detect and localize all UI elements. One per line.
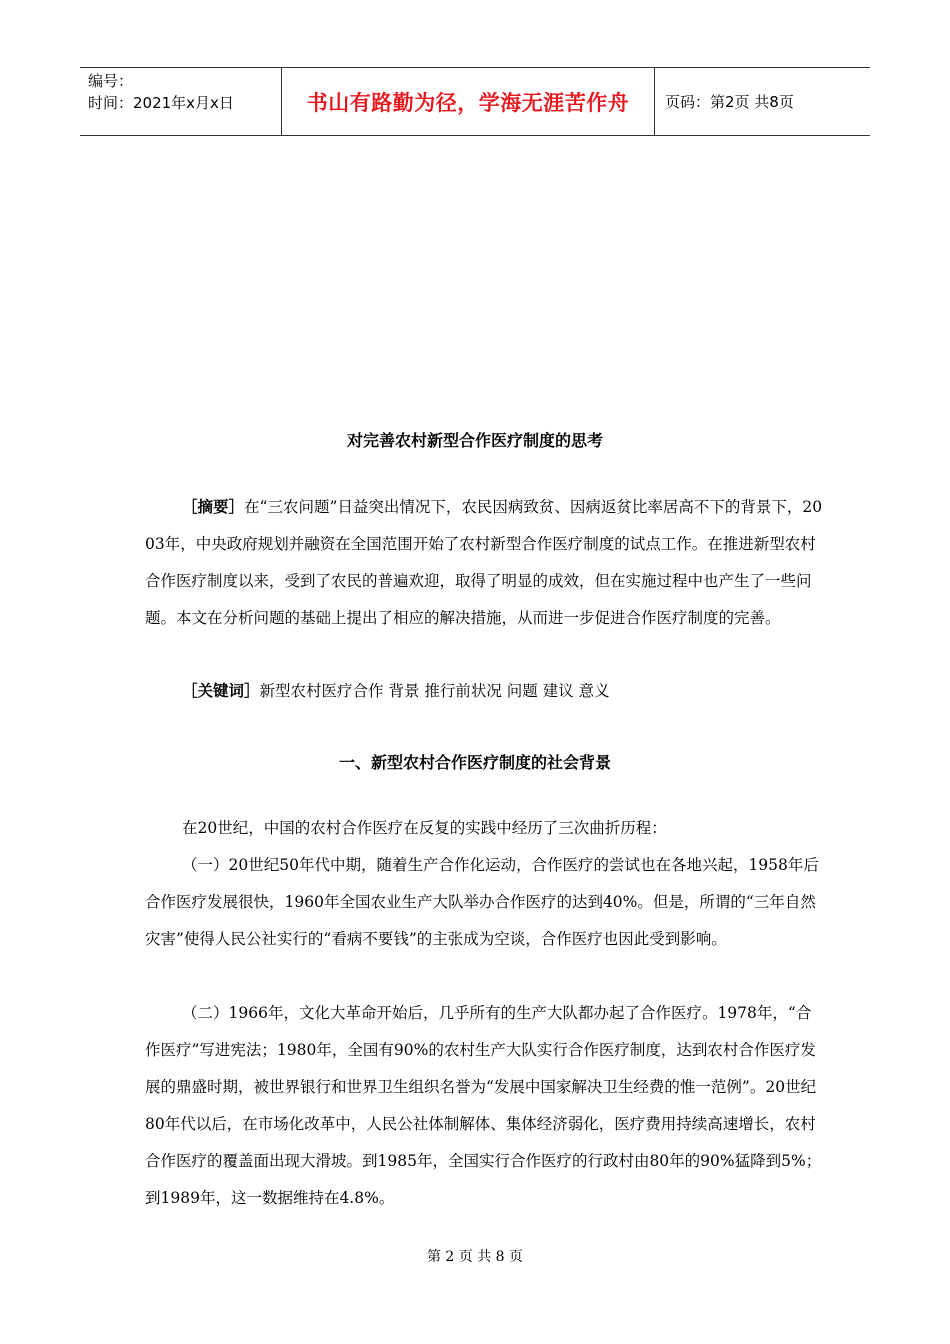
time-label: 时间：2021年x月x日: [88, 94, 234, 112]
abstract-text: 在“三农问题”日益突出情况下，农民因病致贫、因病返贫比率居高不下的背景下，2003年，中央政府规划并融资在全国范围开始了农村新型合作医疗制度的试点工作。在推进新型农村合作医疗制度以来，受到了农民的普遍欢迎，取得了明显的成效，但在实施过程中也产生了一些问题。本文在分析问题的基础上提出了相应的解决措施，从而进一步促进合作医疗制度的完善。: [145, 498, 823, 627]
intro-paragraph: 在20世纪，中国的农村合作医疗在反复的实践中经历了三次曲折历程：: [182, 819, 667, 837]
keywords-label: ［关键词］: [182, 682, 260, 700]
keywords-paragraph: [145, 673, 825, 710]
paragraph-one: （一）20世纪50年代中期，随着生产合作化运动，合作医疗的尝试也在各地兴起，1958年后合作医疗发展很快，1960年全国农业生产大队举办合作医疗的达到40%。但是，所谓的“三年自然灾害”使得人民公社实行的“看病不要钱”的主张成为空谈，合作医疗也因此受到影响。: [145, 856, 819, 948]
number-label: 编号：: [88, 72, 134, 90]
section-heading: 一、新型农村合作医疗制度的社会背景: [338, 753, 611, 772]
page-footer: 第 2 页 共 8 页: [426, 1249, 524, 1265]
header-meta: [80, 68, 281, 135]
paragraph-two: （二）1966年，文化大革命开始后，几乎所有的生产大队都办起了合作医疗。1978年，“合作医疗”写进宪法；1980年，全国有90%的农村生产大队实行合作医疗制度，达到农村合作医疗发展的鼎盛时期，被世界银行和世界卫生组织名誉为“发展中国家解决卫生经费的惟一范例”。20世纪80年代以后，在市场化改革中，人民公社体制解体、集体经济弱化，医疗费用持续高速增长，农村合作医疗的覆盖面出现大滑坡。到1985年，全国实行合作医疗的行政村由80年的90%猛降到5%；到1989年，这一数据维持在4.8%。: [145, 1004, 822, 1207]
document-title: 对完善农村新型合作医疗制度的思考: [346, 431, 603, 450]
keywords-text: 新型农村医疗合作 背景 推行前状况 问题 建议 意义: [259, 682, 610, 700]
abstract-label: ［摘要］: [182, 498, 245, 516]
page-header: [80, 67, 870, 136]
header-motto: 书山有路勤为径，学海无涯苦作舟: [281, 68, 655, 135]
header-page-info: 页码：第2页 共8页: [665, 93, 794, 111]
abstract-paragraph: [145, 489, 825, 637]
